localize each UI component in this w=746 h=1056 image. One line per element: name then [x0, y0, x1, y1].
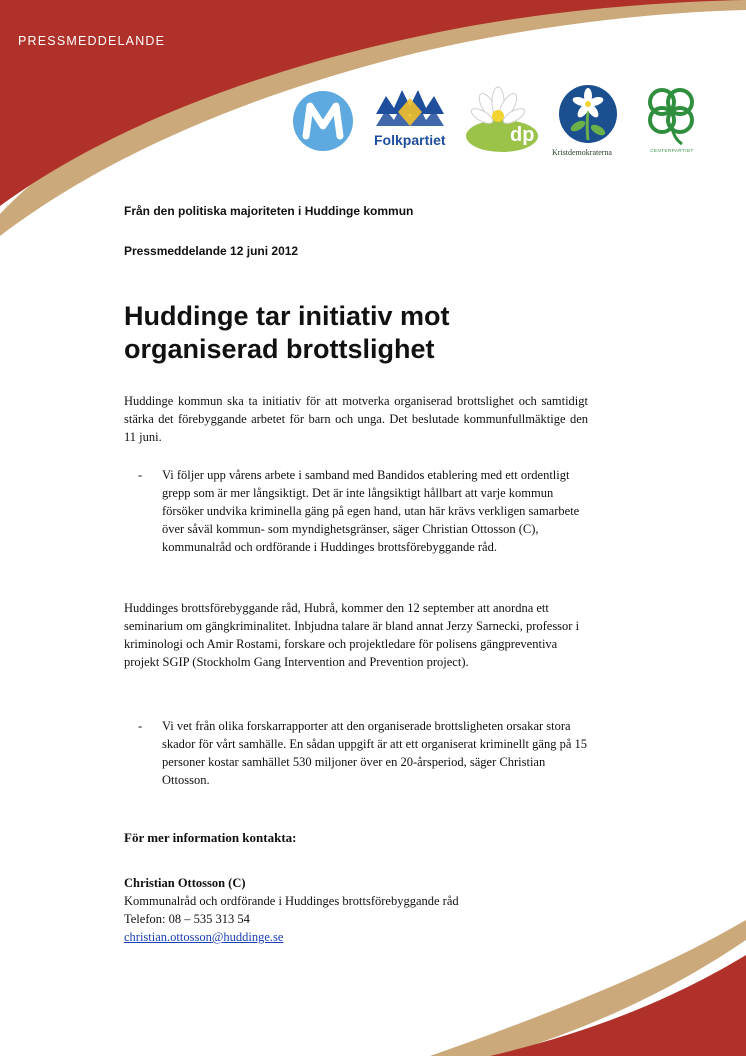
- page-title: Huddinge tar initiativ mot organiserad brottslighet: [124, 301, 450, 364]
- kristdemokraterna-logo-text: Kristdemokraterna: [552, 148, 612, 157]
- paragraph-seminar: Huddinges brottsförebyggande råd, Hubrå, kommer den 12 september att anordna ett seminarium om gängkriminalitet. Inbjudna talare är bland annat Jerzy Sarnecki, professor i kriminologi och Amir Rostami, forskare och projektledare för polisens gängpreventiva projekt SGIP (Stockholm Gang Intervention and Prevention project).: [124, 601, 580, 669]
- folkpartiet-logo-text: Folkpartiet: [374, 132, 446, 148]
- paragraph-intro: Huddinge kommun ska ta initiativ för att motverka organiserad brottslighet och samtidigt stärka det förebyggande arbetet för barn och unga. Det beslutade kommunfullmäktige den 11 juni.: [124, 394, 588, 444]
- quote-1-dash: -: [138, 468, 143, 482]
- clover-icon: [642, 84, 700, 146]
- quote-2: [124, 717, 594, 789]
- contact-role: Kommunalråd och ordförande i Huddinges brottsförebyggande råd: [124, 894, 459, 908]
- folkpartiet-logo: [370, 86, 450, 152]
- kd-flower-icon: [558, 84, 618, 146]
- contact-block: [124, 874, 459, 946]
- quote-1: [124, 466, 594, 556]
- dp-logo-text: dp: [510, 124, 535, 146]
- kristdemokraterna-logo: [548, 84, 640, 162]
- miljopartiet-logo: [458, 84, 540, 156]
- contact-phone: Telefon: 08 – 535 313 54: [124, 912, 250, 926]
- quote-2-dash: -: [138, 719, 143, 733]
- quote-1-text: Vi följer upp vårens arbete i samband med Bandidos etablering med ett ordentligt grepp som är mer långsiktigt. Det är inte långsiktigt hållbart att varje kommun försöker undvika kriminella gäng på egen hand, utan här krävs verkligen samarbete över såväl kommun- som myndighetsgränser, säger Christian Ottosson (C), kommunalråd och ordförande i Huddinges brottsförebyggande råd.: [162, 468, 580, 554]
- contact-name: Christian Ottosson (C): [124, 876, 246, 890]
- subheading-date: Pressmeddelande 12 juni 2012: [124, 244, 299, 258]
- quote-2-text: Vi vet från olika forskarrapporter att den organiserade brottsligheten orsakar stora skador för vårt samhälle. En sådan uppgift är att ett organiserat kriminellt gäng på 15 personer kostar samhället 530 miljoner över en 20-årsperiod, säger Christian Ottosson.: [162, 719, 587, 787]
- contact-heading: För mer information kontakta:: [124, 830, 297, 845]
- folkpartiet-stars-icon: [370, 86, 450, 132]
- subheading-from: Från den politiska majoriteten i Huddinge kommun: [124, 204, 414, 218]
- centerpartiet-logo-text: CENTERPARTIET: [650, 148, 694, 153]
- contact-email-link[interactable]: christian.ottosson@huddinge.se: [124, 930, 284, 944]
- party-logos: [290, 84, 710, 164]
- moderaterna-logo-icon: [292, 90, 354, 152]
- centerpartiet-logo: [642, 84, 700, 158]
- banner-label: PRESSMEDDELANDE: [18, 34, 166, 48]
